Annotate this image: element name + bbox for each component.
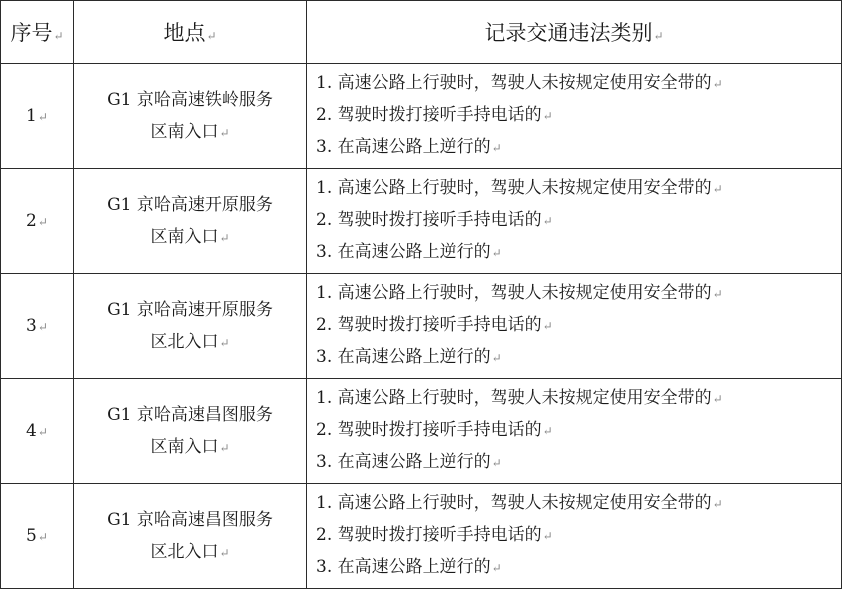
cell-seq: 3↵ (1, 274, 74, 379)
paragraph-mark-icon: ↵ (37, 110, 48, 124)
violation-item: 2. 驾驶时拨打接听手持电话的↵ (316, 420, 553, 440)
location-line: G1 京哈高速昌图服务 (107, 509, 273, 530)
paragraph-mark-icon: ↵ (491, 246, 502, 260)
paragraph-mark-icon: ↵ (219, 440, 230, 455)
cell-violations (307, 169, 842, 274)
location-line: 区北入口↵ (150, 541, 230, 562)
paragraph-mark-icon: ↵ (37, 425, 48, 439)
violation-item: 3. 在高速公路上逆行的↵ (316, 242, 502, 262)
paragraph-mark-icon: ↵ (712, 77, 723, 91)
cell-location (74, 64, 307, 169)
paragraph-mark-icon: ↵ (219, 125, 230, 140)
violation-item: 1. 高速公路上行驶时，驾驶人未按规定使用安全带的↵ (316, 493, 723, 513)
cell-seq: 1↵ (1, 64, 74, 169)
paragraph-mark-icon: ↵ (542, 109, 553, 123)
violation-item: 2. 驾驶时拨打接听手持电话的↵ (316, 315, 553, 335)
location-line: G1 京哈高速铁岭服务 (107, 89, 273, 110)
location-line: 区南入口↵ (150, 121, 230, 142)
location-line: 区北入口↵ (150, 331, 230, 352)
paragraph-mark-icon: ↵ (219, 335, 230, 350)
cell-location (74, 274, 307, 379)
cell-violations (307, 379, 842, 484)
violation-item: 2. 驾驶时拨打接听手持电话的↵ (316, 210, 553, 230)
paragraph-mark-icon: ↵ (712, 287, 723, 301)
table-row (1, 274, 842, 379)
paragraph-mark-icon: ↵ (542, 319, 553, 333)
violation-item: 3. 在高速公路上逆行的↵ (316, 137, 502, 157)
paragraph-mark-icon: ↵ (37, 530, 48, 544)
paragraph-mark-icon: ↵ (542, 529, 553, 543)
paragraph-mark-icon: ↵ (491, 561, 502, 575)
paragraph-mark-icon: ↵ (219, 230, 230, 245)
paragraph-mark-icon: ↵ (542, 424, 553, 438)
header-seq: 序号↵ (1, 1, 74, 64)
table-row (1, 379, 842, 484)
violation-item: 3. 在高速公路上逆行的↵ (316, 557, 502, 577)
cell-location (74, 484, 307, 589)
paragraph-mark-icon: ↵ (219, 545, 230, 560)
cell-violations (307, 484, 842, 589)
location-line: G1 京哈高速开原服务 (107, 194, 273, 215)
violation-item: 3. 在高速公路上逆行的↵ (316, 452, 502, 472)
location-line: G1 京哈高速昌图服务 (107, 404, 273, 425)
paragraph-mark-icon: ↵ (491, 456, 502, 470)
cell-violations (307, 274, 842, 379)
table-row (1, 64, 842, 169)
cell-location (74, 169, 307, 274)
table-row (1, 169, 842, 274)
violation-item: 2. 驾驶时拨打接听手持电话的↵ (316, 525, 553, 545)
paragraph-mark-icon: ↵ (491, 141, 502, 155)
violation-item: 1. 高速公路上行驶时，驾驶人未按规定使用安全带的↵ (316, 73, 723, 93)
paragraph-mark-icon: ↵ (653, 29, 664, 43)
table-header-row (1, 1, 842, 64)
table-row (1, 484, 842, 589)
location-line: 区南入口↵ (150, 436, 230, 457)
paragraph-mark-icon: ↵ (206, 29, 217, 43)
violation-item: 1. 高速公路上行驶时，驾驶人未按规定使用安全带的↵ (316, 388, 723, 408)
violation-item: 3. 在高速公路上逆行的↵ (316, 347, 502, 367)
paragraph-mark-icon: ↵ (712, 497, 723, 511)
location-line: G1 京哈高速开原服务 (107, 299, 273, 320)
paragraph-mark-icon: ↵ (712, 182, 723, 196)
paragraph-mark-icon: ↵ (37, 320, 48, 334)
header-location: 地点↵ (74, 1, 307, 64)
paragraph-mark-icon: ↵ (542, 214, 553, 228)
cell-location (74, 379, 307, 484)
header-violations: 记录交通违法类别↵ (307, 1, 842, 64)
cell-seq: 4↵ (1, 379, 74, 484)
paragraph-mark-icon: ↵ (491, 351, 502, 365)
location-line: 区南入口↵ (150, 226, 230, 247)
violation-item: 1. 高速公路上行驶时，驾驶人未按规定使用安全带的↵ (316, 283, 723, 303)
violation-item: 2. 驾驶时拨打接听手持电话的↵ (316, 105, 553, 125)
cell-seq: 2↵ (1, 169, 74, 274)
paragraph-mark-icon: ↵ (37, 215, 48, 229)
cell-seq: 5↵ (1, 484, 74, 589)
paragraph-mark-icon: ↵ (712, 392, 723, 406)
paragraph-mark-icon: ↵ (53, 29, 64, 43)
violation-item: 1. 高速公路上行驶时，驾驶人未按规定使用安全带的↵ (316, 178, 723, 198)
cell-violations (307, 64, 842, 169)
